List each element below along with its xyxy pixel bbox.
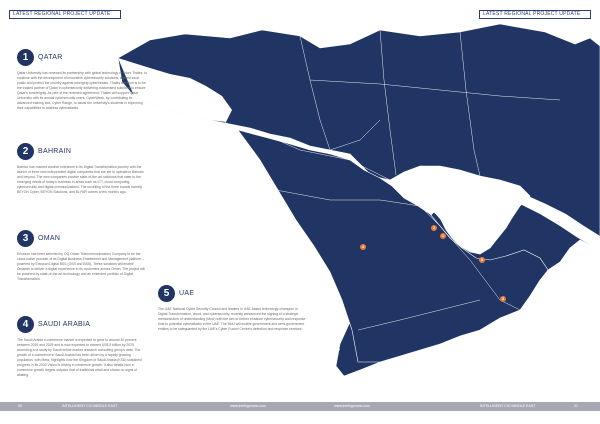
section-uae [158,282,308,332]
section-number: 5 [158,285,175,302]
map-marker-uae: 5 [479,257,485,263]
footer-url-left: www.intelligentcio.com [230,404,267,408]
map-marker-bahrain: 2 [431,225,437,231]
section-body: Ericsson has been selected by OQ Oman Telecommunications Company to be the cloud-native provider of its Digital Business Enablement and Management platform – powered by Ericsson Digital BSS (OSS and BSS). These solutions will enable Omantel to deliver a digital experience to its customers across Oman. The project will be powered by state-of-the-art technology and an extended portfolio of Digital Transformation. [17,252,145,282]
section-number: 3 [17,230,34,247]
section-body: The UAE National Cyber Security Council and leaders in UAE-based technology champion in Digital Transformation, cloud, and cybersecurity, recently announced the signing of a strategic memorandum of understanding (MoU) with the aim to further enhance cybersecurity and response time to potential cyberattacks in the UAE. The MoU will enable government and semi-government entities to be safeguarded by the UAE's Cyber Fusion Centre's detection and response services. [158,307,306,332]
page-header-left: LATEST REGIONAL PROJECT UPDATE [9,10,121,19]
section-title: OMAN [38,234,61,242]
map-marker-qatar: 1 [440,233,446,239]
map-marker-saudi-arabia: 4 [360,244,366,250]
footer-page-number-left: 30 [18,404,22,408]
page-footer [0,402,600,411]
section-body: Batelco has marked another milestone in its Digital Transformation journey with the launch of three new independent digital companies that are set to operate in Bahrain and beyond. The new companies provide state-of-the-art solutions that cater to the emerging needs of today's business in areas such as ICT, cloud computing, cybersecurity and digital communications. The unveiling of the three brands namely BEYON Cyber, BEYON Solutions, and BLYNR comes a few months ago. [17,165,144,195]
footer-issue-left: INTELLIGENT CIO MIDDLE EAST [62,404,118,408]
section-title: BAHRAIN [38,147,72,155]
section-title: UAE [179,289,195,297]
footer-url-right: www.intelligentcio.com [334,404,371,408]
section-number: 1 [17,49,34,66]
footer-issue-right: INTELLIGENT CIO MIDDLE EAST [480,404,536,408]
section-title: SAUDI ARABIA [38,320,91,328]
section-saudi-arabia [17,313,147,378]
section-body: Qatar University has renewed its partnership with global technology vendors Thales, to continue with the development of innovative cybersecurity solutions, against local public and protect the country against emerging cyberthreats. Thales ambition is to be the trusted partner of Qatar in cybersecurity delivering customised solutions to ensure Qatar's sovereignty. As part of the renewed agreement, Thales will support Qatar University with its annual cybersecurity event, CyberWeek, by contributing its advanced training tool, Cyber Range, to assist the university's students in improving their capabilities to address cyberattacks. [17,71,147,111]
section-number: 4 [17,316,34,333]
section-qatar [17,46,147,111]
page-header-right: LATEST REGIONAL PROJECT UPDATE [479,10,591,19]
section-title: QATAR [38,53,63,61]
footer-page-number-right: 31 [574,404,578,408]
section-bahrain [17,140,147,195]
section-number: 2 [17,143,34,160]
map-marker-oman: 3 [500,296,506,302]
section-oman [17,227,147,282]
section-body: The Saudi Arabia e-commerce market is expected to grow to around 40 percent between 2019 and 2025 and is now expected to exceed US$ 8 billion by 2025 according to a study by Saudi online market research consulting group's data. The growth of e-commerce in Saudi Arabia has been driven by a rapidly growing population, with Meta, highlights how the Kingdom of Saudi Arabia (KSA) sustained progress in its 2030 Vision is driving e-commerce growth. It also details how e-commerce growth targets outpace that of traditional retail and shows no signs of abating. [17,338,142,378]
